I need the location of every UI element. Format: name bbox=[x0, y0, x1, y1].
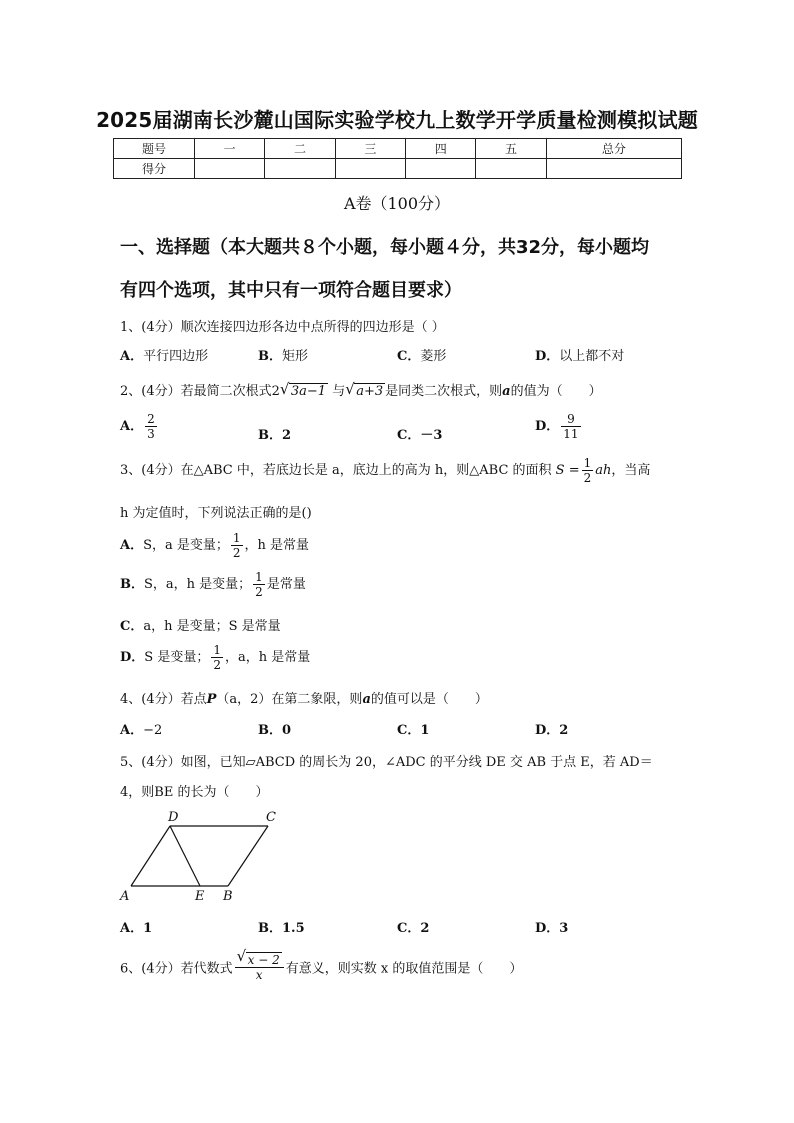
option-label: C． bbox=[397, 349, 421, 364]
q2-text-post: 是同类二次根式，则 bbox=[385, 384, 503, 399]
numerator: 1 bbox=[583, 456, 592, 470]
numerator: 1 bbox=[255, 570, 263, 584]
score-cell[interactable] bbox=[195, 159, 265, 179]
option-text: 3 bbox=[559, 921, 569, 936]
option-text: ，h 是常量 bbox=[244, 538, 310, 553]
option-text: 平行四边形 bbox=[143, 349, 209, 364]
part1-heading-line2: 有四个选项，其中只有一项符合题目要求） bbox=[120, 280, 462, 301]
option-text: a，h 是变量；S 是常量 bbox=[143, 619, 281, 634]
option-label: A． bbox=[120, 538, 144, 553]
option-label: D． bbox=[535, 419, 560, 434]
fraction bbox=[561, 412, 580, 441]
option-text: −2 bbox=[143, 723, 163, 738]
label-d: D bbox=[168, 810, 179, 825]
radicand: x − 2 bbox=[247, 953, 280, 967]
q1-option-d[interactable] bbox=[535, 345, 624, 364]
formula-rhs: ah bbox=[595, 463, 612, 478]
q6-text-pre: 6、(4分）若代数式 bbox=[120, 961, 233, 977]
option-text: 2 bbox=[282, 428, 292, 443]
option-text: 菱形 bbox=[420, 349, 447, 364]
q4-text-end: 的值可以是（ ） bbox=[370, 692, 488, 707]
option-text: 2 bbox=[420, 921, 430, 936]
score-cell[interactable] bbox=[335, 159, 405, 179]
page-title: 2025届湖南长沙麓山国际实验学校九上数学开学质量检测模拟试题 bbox=[96, 108, 698, 132]
denominator: 2 bbox=[255, 585, 263, 599]
section-a-heading: A卷（100分） bbox=[343, 194, 451, 213]
q2-option-c[interactable] bbox=[397, 424, 442, 443]
q3-option-a[interactable] bbox=[120, 531, 309, 560]
option-label: B． bbox=[258, 349, 282, 364]
label-b: B bbox=[223, 889, 233, 904]
label-e: E bbox=[195, 889, 205, 904]
q5-option-c[interactable] bbox=[397, 917, 429, 936]
numerator: 2 bbox=[147, 412, 155, 426]
denominator: 11 bbox=[563, 427, 579, 441]
option-text: S，a，h 是变量； bbox=[144, 577, 252, 592]
q3-option-d[interactable] bbox=[120, 643, 310, 672]
fraction bbox=[145, 412, 157, 441]
q3-option-c[interactable] bbox=[120, 615, 281, 634]
point-label: P bbox=[206, 692, 217, 707]
question-3-line2: h 为定值时，下列说法正确的是() bbox=[120, 506, 312, 521]
q2-text-pre: 2、(4分）若最简二次根式2 bbox=[120, 384, 280, 399]
option-label: C． bbox=[397, 723, 421, 738]
q4-text-pre: 4、(4分）若点 bbox=[120, 692, 207, 707]
score-cell[interactable] bbox=[265, 159, 335, 179]
score-table-score-row bbox=[114, 159, 682, 179]
numerator bbox=[235, 947, 284, 968]
question-1: 1、(4分）顺次连接四边形各边中点所得的四边形是（ ） bbox=[120, 320, 445, 335]
part1-heading-line1: 一、选择题（本大题共８个小题，每小题４分，共32分，每小题均 bbox=[120, 237, 650, 258]
q3-text-end: ，当高 bbox=[611, 463, 651, 478]
option-text: 以上都不对 bbox=[559, 349, 625, 364]
option-text: 1 bbox=[420, 723, 430, 738]
option-text: 0 bbox=[282, 723, 292, 738]
option-label: A． bbox=[120, 723, 144, 738]
q6-text-end: 有意义，则实数 x 的取值范围是（ ） bbox=[285, 961, 523, 977]
q4-text-mid: （a，2）在第二象限，则 bbox=[216, 692, 363, 707]
label-c: C bbox=[266, 810, 276, 825]
fraction bbox=[211, 643, 223, 672]
q3-option-b[interactable] bbox=[120, 570, 306, 599]
option-label: C． bbox=[397, 921, 421, 936]
score-header-cell: 总分 bbox=[546, 139, 681, 159]
option-text: 矩形 bbox=[282, 349, 309, 364]
q2-option-a[interactable] bbox=[120, 412, 159, 441]
option-text: S，a 是变量； bbox=[143, 538, 229, 553]
q2-text-mid: 与 bbox=[332, 384, 346, 399]
q5-option-d[interactable] bbox=[535, 917, 568, 936]
sqrt-expression bbox=[279, 380, 328, 399]
option-label: D． bbox=[120, 650, 145, 665]
score-header-cell: 一 bbox=[195, 139, 265, 159]
option-label: B． bbox=[258, 921, 282, 936]
option-label: D． bbox=[535, 723, 560, 738]
q4-option-d[interactable] bbox=[535, 719, 568, 738]
fraction bbox=[582, 456, 594, 485]
score-header-cell: 三 bbox=[335, 139, 405, 159]
question-5-line2: 4，则BE 的长为（ ） bbox=[120, 785, 269, 800]
q1-option-a[interactable] bbox=[120, 345, 208, 364]
denominator: 2 bbox=[232, 546, 241, 560]
option-label: B． bbox=[258, 723, 282, 738]
question-4 bbox=[120, 688, 488, 707]
option-label: A． bbox=[120, 921, 144, 936]
segment-de bbox=[170, 826, 200, 886]
question-3-line1 bbox=[120, 456, 650, 485]
q5-option-b[interactable] bbox=[258, 917, 305, 936]
numerator: 9 bbox=[561, 412, 580, 427]
option-label: A． bbox=[120, 419, 144, 434]
option-label: C． bbox=[397, 428, 421, 443]
score-table-header-row bbox=[114, 139, 682, 159]
option-label: B． bbox=[258, 428, 282, 443]
q1-option-c[interactable] bbox=[397, 345, 446, 364]
question-6 bbox=[120, 947, 523, 982]
question-2 bbox=[120, 380, 602, 399]
edge-cb bbox=[228, 826, 268, 886]
option-label: A． bbox=[120, 349, 144, 364]
q3-text: 3、(4分）在△ABC 中，若底边长是 a，底边上的高为 h，则△ABC 的面积 bbox=[120, 463, 552, 478]
parallelogram-figure bbox=[118, 808, 298, 908]
fraction bbox=[231, 531, 243, 560]
q2-option-b[interactable] bbox=[258, 424, 291, 443]
formula-lhs: S = bbox=[555, 463, 580, 478]
q2-option-d[interactable] bbox=[535, 412, 583, 441]
variable: a bbox=[502, 384, 511, 399]
q4-option-a[interactable] bbox=[120, 719, 162, 738]
denominator: x bbox=[255, 968, 263, 982]
score-row-label: 得分 bbox=[114, 159, 195, 179]
q5-option-a[interactable] bbox=[120, 917, 152, 936]
denominator: 2 bbox=[583, 471, 592, 485]
q2-text-end: 的值为（ ） bbox=[510, 384, 602, 399]
question-5-line1: 5、(4分）如图，已知▱ABCD 的周长为 20，∠ADC 的平分线 DE 交 AB 于点 E，若 AD＝ bbox=[120, 755, 653, 770]
numerator: 1 bbox=[213, 643, 221, 657]
fraction bbox=[253, 570, 265, 599]
option-text: 2 bbox=[559, 723, 569, 738]
sqrt-icon: √ bbox=[279, 380, 290, 398]
score-cell[interactable] bbox=[546, 159, 681, 179]
denominator: 2 bbox=[213, 658, 221, 672]
fraction bbox=[235, 947, 284, 982]
option-label: D． bbox=[535, 349, 560, 364]
score-table bbox=[113, 138, 682, 179]
option-label: C． bbox=[120, 619, 144, 634]
score-cell[interactable] bbox=[406, 159, 476, 179]
option-label: D． bbox=[535, 921, 560, 936]
sqrt-icon: √ bbox=[236, 947, 247, 965]
score-header-cell: 五 bbox=[476, 139, 546, 159]
score-header-cell: 题号 bbox=[114, 139, 195, 159]
label-a: A bbox=[120, 889, 130, 904]
radicand: a+3 bbox=[356, 384, 384, 399]
denominator: 3 bbox=[147, 427, 155, 441]
sqrt-expression bbox=[236, 947, 282, 967]
score-cell[interactable] bbox=[476, 159, 546, 179]
sqrt-expression bbox=[345, 380, 385, 399]
score-header-cell: 二 bbox=[265, 139, 335, 159]
numerator: 1 bbox=[232, 531, 241, 545]
radicand: 3a−1 bbox=[290, 384, 327, 399]
sqrt-icon: √ bbox=[345, 380, 355, 398]
option-text: 是常量 bbox=[266, 577, 306, 592]
option-text: S 是变量； bbox=[144, 650, 210, 665]
q4-option-c[interactable] bbox=[397, 719, 429, 738]
option-text: ，a，h 是常量 bbox=[224, 650, 311, 665]
option-text: 1 bbox=[143, 921, 153, 936]
score-header-cell: 四 bbox=[406, 139, 476, 159]
q4-option-b[interactable] bbox=[258, 719, 291, 738]
q1-option-b[interactable] bbox=[258, 345, 308, 364]
option-label: B． bbox=[120, 577, 144, 592]
option-text: 1.5 bbox=[282, 921, 305, 936]
edge-ad bbox=[131, 826, 170, 886]
variable: a bbox=[362, 692, 371, 707]
option-text: －3 bbox=[420, 428, 443, 443]
